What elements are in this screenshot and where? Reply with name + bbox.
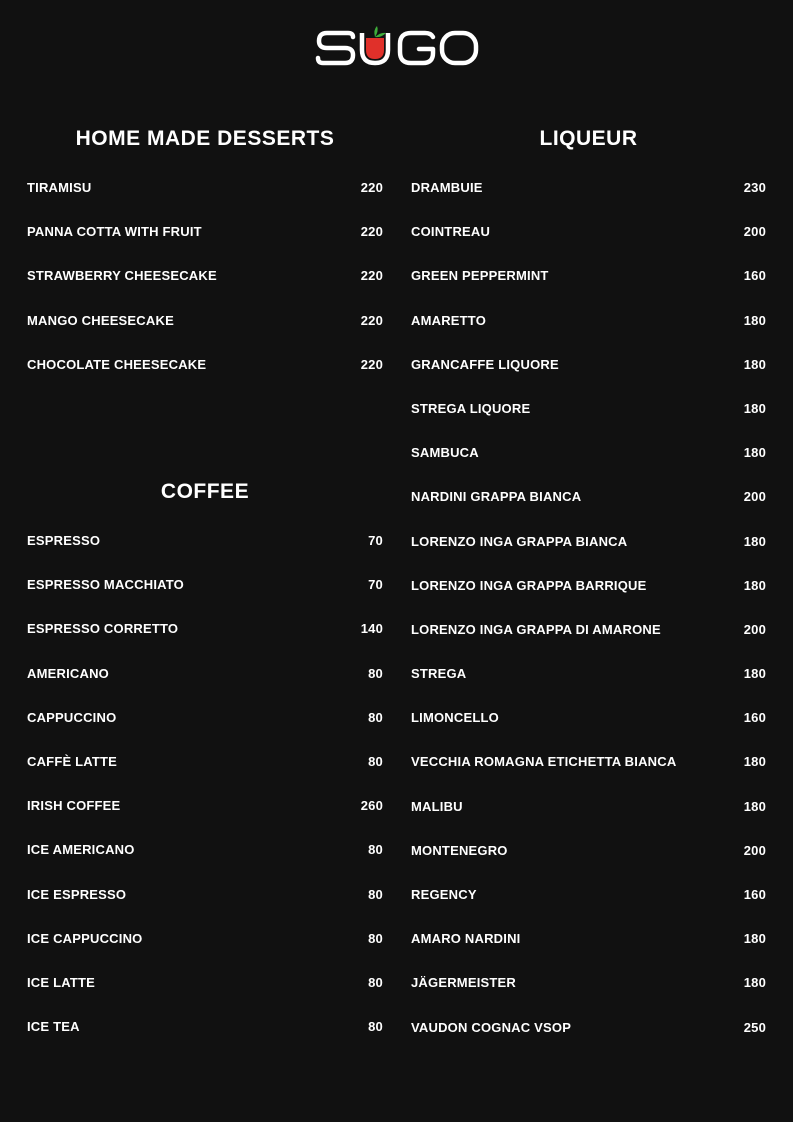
item-name: ESPRESSO MACCHIATO <box>27 577 184 593</box>
item-name: AMARO NARDINI <box>411 931 521 947</box>
item-price: 230 <box>743 180 766 195</box>
item-name: MONTENEGRO <box>411 842 508 858</box>
menu-item <box>27 973 383 1017</box>
item-name: ICE CAPPUCCINO <box>27 930 143 946</box>
item-name: JÄGERMEISTER <box>411 975 516 991</box>
item-price: 140 <box>360 621 383 637</box>
item-price: 220 <box>360 312 383 328</box>
menu-item <box>27 1017 383 1061</box>
item-name: CAPPUCCINO <box>27 709 117 725</box>
item-price: 200 <box>743 224 766 240</box>
item-price: 180 <box>743 975 766 991</box>
sugo-logo-mark <box>315 24 479 68</box>
item-price: 180 <box>743 533 766 549</box>
item-price: 80 <box>368 974 383 990</box>
item-name: ICE TEA <box>27 1019 80 1035</box>
item-price: 70 <box>368 577 383 593</box>
section-title-desserts: HOME MADE DESSERTS <box>75 127 335 150</box>
menu-item <box>411 752 766 796</box>
item-name: GREEN PEPPERMINT <box>411 268 549 284</box>
menu-item <box>411 885 766 929</box>
item-price: 220 <box>360 356 383 372</box>
item-price: 220 <box>360 268 383 284</box>
item-name: ESPRESSO <box>27 533 101 548</box>
item-price: 70 <box>368 533 383 548</box>
item-price: 200 <box>743 842 766 858</box>
item-name: IRISH COFFEE <box>27 798 121 814</box>
menu-item <box>27 929 383 973</box>
menu-item <box>27 178 383 222</box>
item-name: CAFFÈ LATTE <box>27 753 118 769</box>
desserts-list <box>27 178 383 399</box>
menu-item <box>411 576 766 620</box>
item-name: CHOCOLATE CHEESECAKE <box>27 356 207 372</box>
item-name: TIRAMISU <box>27 180 92 195</box>
item-name: LORENZO INGA GRAPPA DI AMARONE <box>411 621 661 637</box>
item-price: 80 <box>368 665 383 681</box>
menu-item <box>27 885 383 929</box>
menu-item <box>27 575 383 619</box>
item-price: 80 <box>368 842 383 858</box>
item-name: STREGA LIQUORE <box>411 400 531 416</box>
menu-item <box>411 311 766 355</box>
menu-item <box>27 840 383 884</box>
menu-item <box>27 355 383 399</box>
tomato-icon <box>366 38 384 59</box>
section-title-coffee: COFFEE <box>160 480 250 503</box>
leaf-icon <box>374 26 377 37</box>
menu-item <box>411 355 766 399</box>
section-title-liqueur: LIQUEUR <box>539 127 638 150</box>
item-price: 80 <box>368 753 383 769</box>
menu-item <box>27 222 383 266</box>
item-price: 180 <box>743 400 766 416</box>
sugo-logo <box>0 24 793 68</box>
menu-item <box>411 929 766 973</box>
item-price: 160 <box>743 710 766 726</box>
menu-item <box>411 664 766 708</box>
item-name: AMARETTO <box>411 312 487 328</box>
item-name: ICE AMERICANO <box>27 842 135 858</box>
menu-item <box>411 443 766 487</box>
menu-item <box>411 487 766 531</box>
item-price: 160 <box>743 268 766 284</box>
item-name: VECCHIA ROMAGNA ETICHETTA BIANCA <box>411 754 677 770</box>
item-name: STRAWBERRY CHEESECAKE <box>27 268 217 284</box>
item-price: 180 <box>743 931 766 947</box>
item-price: 80 <box>368 1019 383 1035</box>
item-price: 200 <box>743 489 766 505</box>
item-name: AMERICANO <box>27 665 109 681</box>
menu-item <box>27 664 383 708</box>
menu-item <box>27 796 383 840</box>
item-name: LORENZO INGA GRAPPA BARRIQUE <box>411 577 647 593</box>
menu-item <box>411 178 766 222</box>
item-price: 250 <box>743 1019 766 1035</box>
menu-item <box>411 399 766 443</box>
item-price: 220 <box>360 224 383 240</box>
item-name: GRANCAFFE LIQUORE <box>411 356 559 372</box>
menu-item <box>27 531 383 575</box>
menu-item <box>27 752 383 796</box>
menu-item <box>27 266 383 310</box>
item-name: ICE ESPRESSO <box>27 886 127 902</box>
liqueur-list <box>411 178 766 1062</box>
menu-item <box>411 1018 766 1062</box>
item-name: ICE LATTE <box>27 974 95 990</box>
item-name: LIMONCELLO <box>411 710 499 726</box>
item-price: 180 <box>743 356 766 372</box>
item-name: PANNA COTTA WITH FRUIT <box>27 224 202 240</box>
item-name: COINTREAU <box>411 224 491 240</box>
item-price: 80 <box>368 709 383 725</box>
item-price: 220 <box>360 180 383 195</box>
item-name: STREGA <box>411 666 467 682</box>
item-name: LORENZO INGA GRAPPA BIANCA <box>411 533 628 549</box>
item-name: REGENCY <box>411 887 477 902</box>
menu-item <box>27 708 383 752</box>
item-price: 180 <box>743 312 766 328</box>
item-price: 180 <box>743 445 766 461</box>
item-price: 160 <box>743 887 766 902</box>
menu-item <box>27 619 383 663</box>
coffee-list <box>27 531 383 1061</box>
item-name: MALIBU <box>411 798 463 814</box>
item-price: 180 <box>743 577 766 593</box>
menu-item <box>411 266 766 310</box>
item-price: 180 <box>743 798 766 814</box>
item-price: 80 <box>368 886 383 902</box>
item-price: 180 <box>743 666 766 682</box>
menu-item <box>411 620 766 664</box>
item-price: 80 <box>368 930 383 946</box>
item-name: VAUDON COGNAC VSOP <box>411 1019 572 1035</box>
menu-item <box>27 311 383 355</box>
menu-item <box>411 222 766 266</box>
menu-item <box>411 973 766 1017</box>
item-price: 180 <box>743 754 766 770</box>
menu-item <box>411 532 766 576</box>
item-name: SAMBUCA <box>411 445 479 461</box>
item-name: ESPRESSO CORRETTO <box>27 621 179 637</box>
item-price: 260 <box>360 798 383 814</box>
item-price: 200 <box>743 621 766 637</box>
item-name: DRAMBUIE <box>411 180 483 195</box>
item-name: MANGO CHEESECAKE <box>27 312 174 328</box>
menu-item <box>411 797 766 841</box>
menu-item <box>411 841 766 885</box>
item-name: NARDINI GRAPPA BIANCA <box>411 489 582 505</box>
menu-item <box>411 708 766 752</box>
